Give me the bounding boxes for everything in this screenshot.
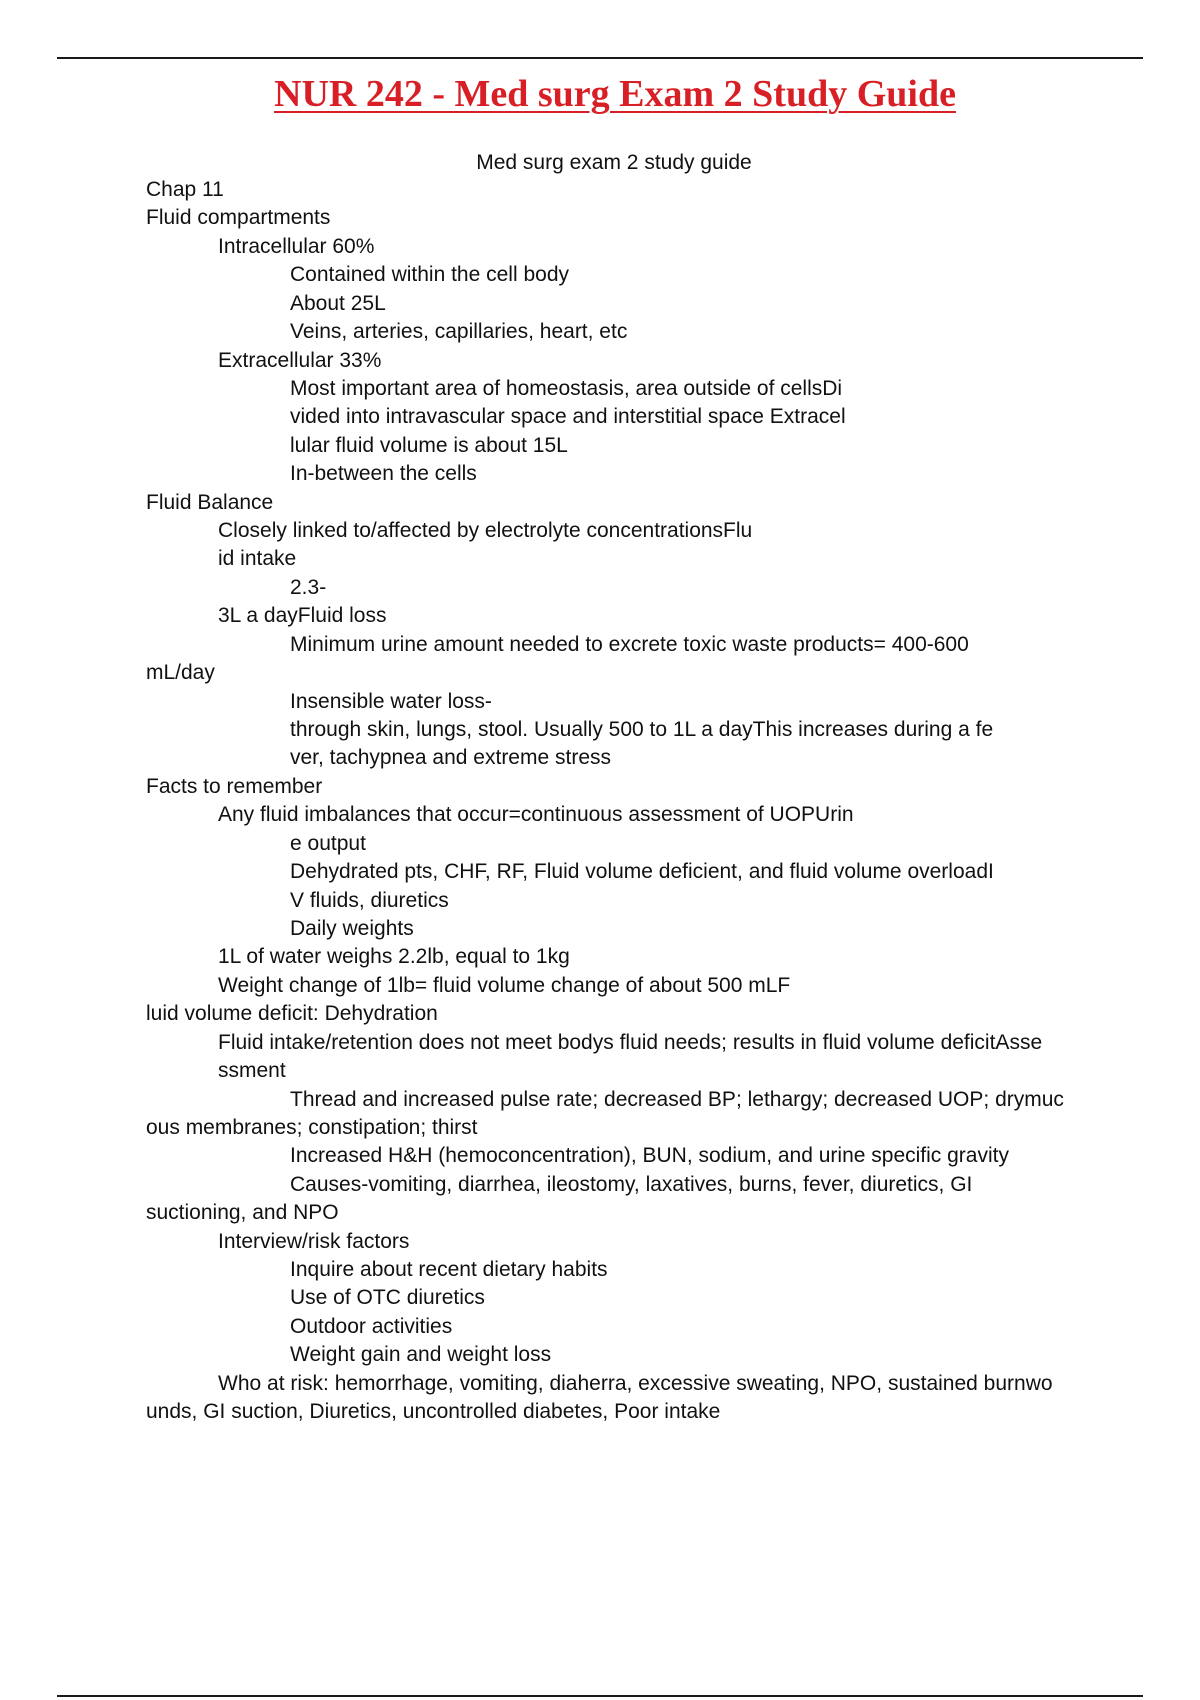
- text-line: e output: [290, 831, 366, 855]
- top-rule: [57, 57, 1143, 59]
- text-line: Fluid intake/retention does not meet bodys fluid needs; results in fluid volume deficitAsse: [218, 1030, 1043, 1054]
- text-line: Weight gain and weight loss: [290, 1343, 552, 1367]
- document-subtitle: Med surg exam 2 study guide: [476, 151, 752, 174]
- document-body: [146, 176, 1146, 1427]
- text-line: Use of OTC diuretics: [290, 1286, 485, 1310]
- text-line: vided into intravascular space and interstitial space Extracel: [290, 405, 846, 429]
- text-line: Increased H&H (hemoconcentration), BUN, sodium, and urine specific gravity: [290, 1144, 1009, 1168]
- text-line: Inquire about recent dietary habits: [290, 1258, 608, 1282]
- text-line: V fluids, diuretics: [290, 888, 449, 912]
- text-line: Veins, arteries, capillaries, heart, etc: [290, 320, 628, 344]
- text-line: Outdoor activities: [290, 1314, 453, 1338]
- bottom-rule: [57, 1695, 1143, 1697]
- text-line: Facts to remember: [146, 774, 323, 798]
- text-line: Weight change of 1lb= fluid volume change of about 500 mLF: [218, 973, 791, 997]
- text-line: Chap 11: [146, 178, 224, 201]
- text-line: suctioning, and NPO: [146, 1201, 339, 1225]
- text-line: Causes-vomiting, diarrhea, ileostomy, laxatives, burns, fever, diuretics, GI: [290, 1172, 973, 1196]
- text-line: Minimum urine amount needed to excrete toxic waste products= 400-600: [290, 632, 969, 656]
- text-line: unds, GI suction, Diuretics, uncontrolled diabetes, Poor intake: [146, 1400, 721, 1424]
- text-line: Intracellular 60%: [218, 234, 375, 258]
- text-line: Any fluid imbalances that occur=continuous assessment of UOPUrin: [218, 803, 854, 827]
- text-line: Most important area of homeostasis, area outside of cellsDi: [290, 376, 843, 400]
- text-line: In-between the cells: [290, 462, 477, 486]
- text-line: ous membranes; constipation; thirst: [146, 1115, 478, 1139]
- text-line: lular fluid volume is about 15L: [290, 433, 568, 457]
- text-line: Thread and increased pulse rate; decreased BP; lethargy; decreased UOP; drymuc: [290, 1087, 1064, 1111]
- text-line: Extracellular 33%: [218, 348, 382, 372]
- text-line: 3L a dayFluid loss: [218, 604, 387, 628]
- text-line: ver, tachypnea and extreme stress: [290, 746, 611, 770]
- text-line: Contained within the cell body: [290, 263, 570, 287]
- text-line: through skin, lungs, stool. Usually 500 to 1L a dayThis increases during a fe: [290, 718, 994, 742]
- text-line: Who at risk: hemorrhage, vomiting, diaherra, excessive sweating, NPO, sustained burnwo: [218, 1371, 1053, 1395]
- text-line: Fluid compartments: [146, 206, 331, 230]
- text-line: mL/day: [146, 661, 215, 685]
- text-line: ssment: [218, 1059, 286, 1083]
- text-line: Interview/risk factors: [218, 1229, 410, 1253]
- text-line: id intake: [218, 547, 297, 571]
- text-line: 1L of water weighs 2.2lb, equal to 1kg: [218, 945, 570, 969]
- text-line: Closely linked to/affected by electrolyte concentrationsFlu: [218, 519, 753, 543]
- document-title: NUR 242 - Med surg Exam 2 Study Guide: [274, 73, 956, 115]
- text-line: Dehydrated pts, CHF, RF, Fluid volume deficient, and fluid volume overloadI: [290, 860, 994, 884]
- text-line: Daily weights: [290, 916, 414, 940]
- text-line: Insensible water loss-: [290, 689, 492, 713]
- text-line: luid volume deficit: Dehydration: [146, 1002, 438, 1026]
- text-line: Fluid Balance: [146, 490, 274, 514]
- text-line: 2.3-: [290, 575, 327, 599]
- text-line: About 25L: [290, 291, 386, 315]
